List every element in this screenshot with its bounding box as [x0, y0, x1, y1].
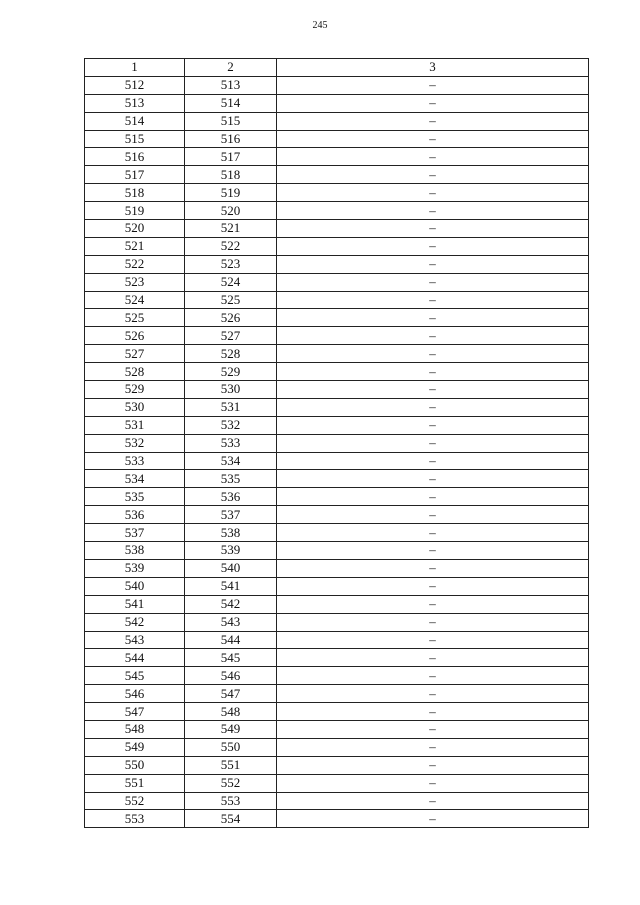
table-row: [85, 237, 589, 255]
table-cell-col-2: 524: [185, 273, 277, 291]
table-cell-col-3: –: [277, 130, 589, 148]
table-row: [85, 166, 589, 184]
table-row: [85, 398, 589, 416]
table-row: [85, 774, 589, 792]
table-cell-col-2: 543: [185, 613, 277, 631]
table-cell-col-3: –: [277, 756, 589, 774]
table-cell-col-1: 548: [85, 720, 185, 738]
table-row: [85, 381, 589, 399]
table-cell-col-3: –: [277, 94, 589, 112]
table-row: [85, 631, 589, 649]
table-cell-col-3: –: [277, 112, 589, 130]
table-cell-col-2: 534: [185, 452, 277, 470]
table-cell-col-1: 546: [85, 685, 185, 703]
table-row: [85, 613, 589, 631]
table-cell-col-2: 515: [185, 112, 277, 130]
table-cell-col-1: 550: [85, 756, 185, 774]
table-row: [85, 506, 589, 524]
column-header-3: 3: [277, 59, 589, 77]
table-cell-col-1: 551: [85, 774, 185, 792]
table-cell-col-3: –: [277, 381, 589, 399]
table-cell-col-3: –: [277, 792, 589, 810]
table-cell-col-2: 525: [185, 291, 277, 309]
table-cell-col-3: –: [277, 559, 589, 577]
table-row: [85, 756, 589, 774]
table-cell-col-3: –: [277, 577, 589, 595]
table-cell-col-3: –: [277, 524, 589, 542]
table-cell-col-2: 541: [185, 577, 277, 595]
table-cell-col-1: 535: [85, 488, 185, 506]
table-cell-col-2: 530: [185, 381, 277, 399]
table-cell-col-3: –: [277, 613, 589, 631]
table-cell-col-3: –: [277, 327, 589, 345]
table-row: [85, 685, 589, 703]
table-row: [85, 452, 589, 470]
table-row: [85, 542, 589, 560]
table-cell-col-1: 525: [85, 309, 185, 327]
table-cell-col-3: –: [277, 363, 589, 381]
table-cell-col-3: –: [277, 76, 589, 94]
table-cell-col-1: 521: [85, 237, 185, 255]
table-cell-col-3: –: [277, 416, 589, 434]
table-cell-col-2: 527: [185, 327, 277, 345]
table-row: [85, 595, 589, 613]
table-cell-col-2: 516: [185, 130, 277, 148]
table-row: [85, 327, 589, 345]
table-cell-col-2: 545: [185, 649, 277, 667]
table-cell-col-3: –: [277, 649, 589, 667]
table-cell-col-3: –: [277, 237, 589, 255]
table-row: [85, 345, 589, 363]
table-row: [85, 488, 589, 506]
table-cell-col-3: –: [277, 202, 589, 220]
table-cell-col-1: 541: [85, 595, 185, 613]
table-cell-col-1: 545: [85, 667, 185, 685]
table-header: [85, 59, 589, 77]
table-cell-col-3: –: [277, 452, 589, 470]
table-cell-col-1: 526: [85, 327, 185, 345]
table-row: [85, 738, 589, 756]
table-cell-col-3: –: [277, 667, 589, 685]
table-row: [85, 220, 589, 238]
page-number: 245: [312, 20, 328, 31]
table-row: [85, 291, 589, 309]
table-cell-col-2: 544: [185, 631, 277, 649]
table-cell-col-1: 530: [85, 398, 185, 416]
table-cell-col-1: 533: [85, 452, 185, 470]
table-cell-col-1: 513: [85, 94, 185, 112]
column-header-1: 1: [85, 59, 185, 77]
table-cell-col-1: 520: [85, 220, 185, 238]
table-cell-col-2: 540: [185, 559, 277, 577]
table-row: [85, 273, 589, 291]
header-row: [85, 59, 589, 77]
table-cell-col-2: 549: [185, 720, 277, 738]
table-cell-col-2: 542: [185, 595, 277, 613]
table-cell-col-1: 532: [85, 434, 185, 452]
table-cell-col-2: 514: [185, 94, 277, 112]
table-cell-col-2: 529: [185, 363, 277, 381]
table-row: [85, 112, 589, 130]
table-cell-col-2: 538: [185, 524, 277, 542]
table-cell-col-1: 527: [85, 345, 185, 363]
table-cell-col-3: –: [277, 255, 589, 273]
table-cell-col-2: 520: [185, 202, 277, 220]
table-cell-col-3: –: [277, 309, 589, 327]
table-cell-col-2: 539: [185, 542, 277, 560]
table-cell-col-2: 548: [185, 703, 277, 721]
table-cell-col-2: 553: [185, 792, 277, 810]
table-cell-col-2: 518: [185, 166, 277, 184]
table-row: [85, 720, 589, 738]
table-cell-col-3: –: [277, 685, 589, 703]
table-cell-col-3: –: [277, 810, 589, 828]
table-cell-col-3: –: [277, 166, 589, 184]
table-row: [85, 792, 589, 810]
table-cell-col-3: –: [277, 703, 589, 721]
table-cell-col-1: 518: [85, 184, 185, 202]
table-cell-col-1: 553: [85, 810, 185, 828]
table-row: [85, 470, 589, 488]
table-cell-col-2: 526: [185, 309, 277, 327]
table-cell-col-3: –: [277, 542, 589, 560]
table-cell-col-2: 528: [185, 345, 277, 363]
table-row: [85, 184, 589, 202]
table-cell-col-2: 551: [185, 756, 277, 774]
table-cell-col-1: 536: [85, 506, 185, 524]
table-cell-col-2: 546: [185, 667, 277, 685]
table-cell-col-3: –: [277, 774, 589, 792]
table-cell-col-1: 528: [85, 363, 185, 381]
table-row: [85, 202, 589, 220]
table-cell-col-2: 519: [185, 184, 277, 202]
table-cell-col-3: –: [277, 184, 589, 202]
table-row: [85, 94, 589, 112]
table-cell-col-1: 512: [85, 76, 185, 94]
table-cell-col-2: 535: [185, 470, 277, 488]
table-cell-col-1: 547: [85, 703, 185, 721]
table-cell-col-2: 533: [185, 434, 277, 452]
table-cell-col-1: 549: [85, 738, 185, 756]
table-row: [85, 255, 589, 273]
table-cell-col-3: –: [277, 148, 589, 166]
table-cell-col-1: 543: [85, 631, 185, 649]
table-cell-col-2: 517: [185, 148, 277, 166]
table-row: [85, 130, 589, 148]
table-row: [85, 434, 589, 452]
table-cell-col-1: 537: [85, 524, 185, 542]
table-cell-col-1: 529: [85, 381, 185, 399]
table-cell-col-3: –: [277, 506, 589, 524]
table-cell-col-2: 550: [185, 738, 277, 756]
table-row: [85, 309, 589, 327]
table-cell-col-1: 552: [85, 792, 185, 810]
table-row: [85, 577, 589, 595]
table-cell-col-2: 536: [185, 488, 277, 506]
table-row: [85, 416, 589, 434]
table-cell-col-2: 531: [185, 398, 277, 416]
table-cell-col-3: –: [277, 738, 589, 756]
table-cell-col-2: 537: [185, 506, 277, 524]
table-row: [85, 148, 589, 166]
table-row: [85, 667, 589, 685]
table-cell-col-1: 522: [85, 255, 185, 273]
table-cell-col-3: –: [277, 345, 589, 363]
table-cell-col-1: 540: [85, 577, 185, 595]
table-cell-col-1: 517: [85, 166, 185, 184]
table-cell-col-2: 552: [185, 774, 277, 792]
table-cell-col-2: 521: [185, 220, 277, 238]
table-row: [85, 649, 589, 667]
table-cell-col-1: 516: [85, 148, 185, 166]
table-cell-col-3: –: [277, 595, 589, 613]
column-header-2: 2: [185, 59, 277, 77]
table-cell-col-1: 538: [85, 542, 185, 560]
table-cell-col-2: 547: [185, 685, 277, 703]
table-body: [85, 76, 589, 827]
table-cell-col-1: 531: [85, 416, 185, 434]
table-cell-col-3: –: [277, 488, 589, 506]
table-cell-col-2: 522: [185, 237, 277, 255]
table-cell-col-1: 534: [85, 470, 185, 488]
table-row: [85, 810, 589, 828]
table-cell-col-1: 524: [85, 291, 185, 309]
table-cell-col-1: 544: [85, 649, 185, 667]
table-cell-col-1: 519: [85, 202, 185, 220]
table-cell-col-3: –: [277, 220, 589, 238]
table-cell-col-3: –: [277, 434, 589, 452]
table-cell-col-1: 515: [85, 130, 185, 148]
table-row: [85, 559, 589, 577]
table-row: [85, 703, 589, 721]
table-row: [85, 524, 589, 542]
table-row: [85, 76, 589, 94]
table-cell-col-3: –: [277, 631, 589, 649]
table-cell-col-2: 523: [185, 255, 277, 273]
table-cell-col-1: 523: [85, 273, 185, 291]
table-cell-col-3: –: [277, 273, 589, 291]
table-row: [85, 363, 589, 381]
table-cell-col-3: –: [277, 720, 589, 738]
table-cell-col-3: –: [277, 291, 589, 309]
table-cell-col-3: –: [277, 470, 589, 488]
data-table: [84, 58, 589, 828]
table-cell-col-3: –: [277, 398, 589, 416]
table-cell-col-1: 539: [85, 559, 185, 577]
table-cell-col-1: 542: [85, 613, 185, 631]
table-cell-col-1: 514: [85, 112, 185, 130]
table-cell-col-2: 513: [185, 76, 277, 94]
table-cell-col-2: 554: [185, 810, 277, 828]
table-cell-col-2: 532: [185, 416, 277, 434]
